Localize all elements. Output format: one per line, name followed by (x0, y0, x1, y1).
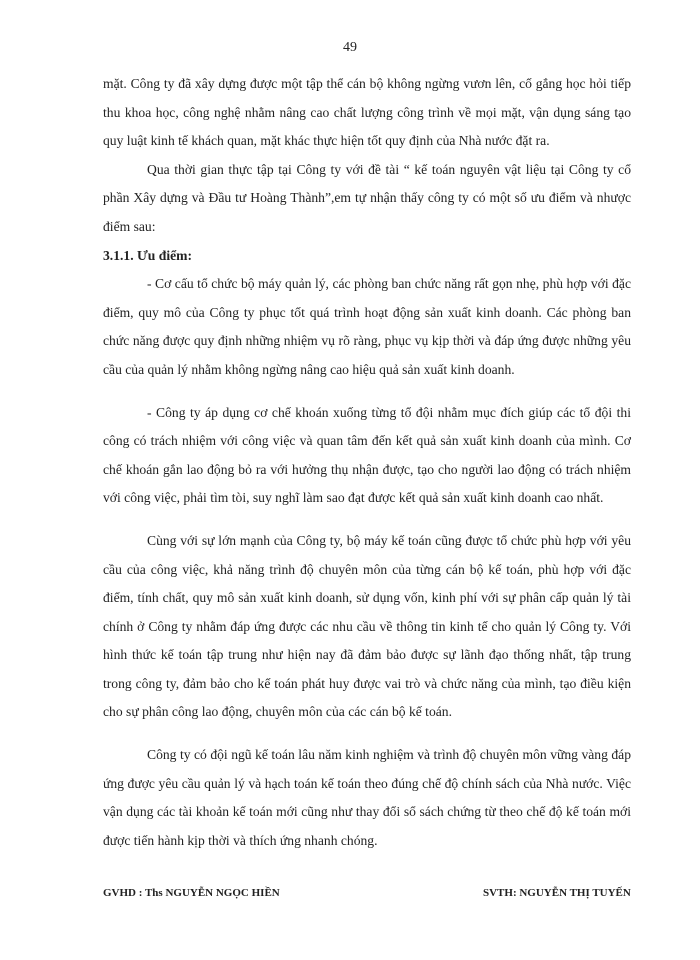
section-heading: 3.1.1. Ưu điểm: (103, 247, 192, 263)
document-body (103, 70, 631, 855)
paragraph-1: mặt. Công ty đã xây dựng được một tập thể cán bộ không ngừng vươn lên, cố gắng học hỏi tiếp thu khoa học, công nghệ nhằm nâng cao chất lượng công trình về mọi mặt, vận dụng sáng tạo quy luật kinh tế khách quan, mặt khác thực hiện tốt quy định của Nhà nước đặt ra. (103, 76, 631, 149)
paragraph-5: Cùng với sự lớn mạnh của Công ty, bộ máy kế toán cũng được tổ chức phù hợp với yêu cầu của công việc, khả năng trình độ chuyên môn của từng cán bộ kế toán, phù hợp với đặc điểm, tính chất, quy mô sản xuất kinh doanh, sử dụng vốn, kinh phí với sự phân cấp quản lý tài chính ở Công ty nhằm đáp ứng được các nhu cầu về thông tin kinh tế cho quản lý Công ty. Với hình thức kế toán tập trung như hiện nay đã đảm bảo được sự lãnh đạo thống nhất, tập trung trong công ty, đảm bảo cho kế toán phát huy được vai trò và chức năng của mình, tạo điều kiện cho sự phân công lao động, chuyên môn của các cán bộ kế toán. (103, 532, 631, 720)
page-footer (103, 887, 631, 905)
page-number: 49 (343, 40, 357, 55)
footer-student: SVTH: NGUYỄN THỊ TUYẾN (483, 887, 631, 899)
paragraph-6: Công ty có đội ngũ kế toán lâu năm kinh nghiệm và trình độ chuyên môn vững vàng đáp ứng được yêu cầu quản lý và hạch toán kế toán theo đúng chế độ chính sách của Nhà nước. Việc vận dụng các tài khoản kế toán mới cũng như thay đổi sổ sách chứng từ theo chế độ kế toán mới được tiến hành kịp thời và thích ứng nhanh chóng. (103, 747, 631, 848)
paragraph-2: Qua thời gian thực tập tại Công ty với đề tài “ kế toán nguyên vật liệu tại Công ty cổ phần Xây dựng và Đầu tư Hoàng Thành”,em tự nhận thấy công ty có một số ưu điểm và nhược điểm sau: (103, 161, 631, 234)
paragraph-4: - Công ty áp dụng cơ chế khoán xuống từng tổ đội nhằm mục đích giúp các tổ đội thi công có trách nhiệm với công việc và quan tâm đến kết quả sản xuất kinh doanh của mình. Cơ chế khoán gắn lao động bỏ ra với hưởng thụ nhận được, tạo cho người lao động có trách nhiệm với công việc, phải tìm tòi, suy nghĩ làm sao đạt được kết quả sản xuất kinh doanh cao nhất. (103, 404, 631, 506)
footer-supervisor: GVHD : Ths NGUYỄN NGỌC HIỀN (103, 887, 280, 899)
paragraph-3: - Cơ cấu tổ chức bộ máy quản lý, các phòng ban chức năng rất gọn nhẹ, phù hợp với đặc điểm, quy mô của Công ty phục tốt quá trình hoạt động sản xuất kinh doanh. Các phòng ban chức năng được quy định những nhiệm vụ rõ ràng, phục vụ kịp thời và đáp ứng được những yêu cầu của quản lý nhằm không ngừng nâng cao hiệu quả sản xuất kinh doanh. (103, 276, 631, 377)
